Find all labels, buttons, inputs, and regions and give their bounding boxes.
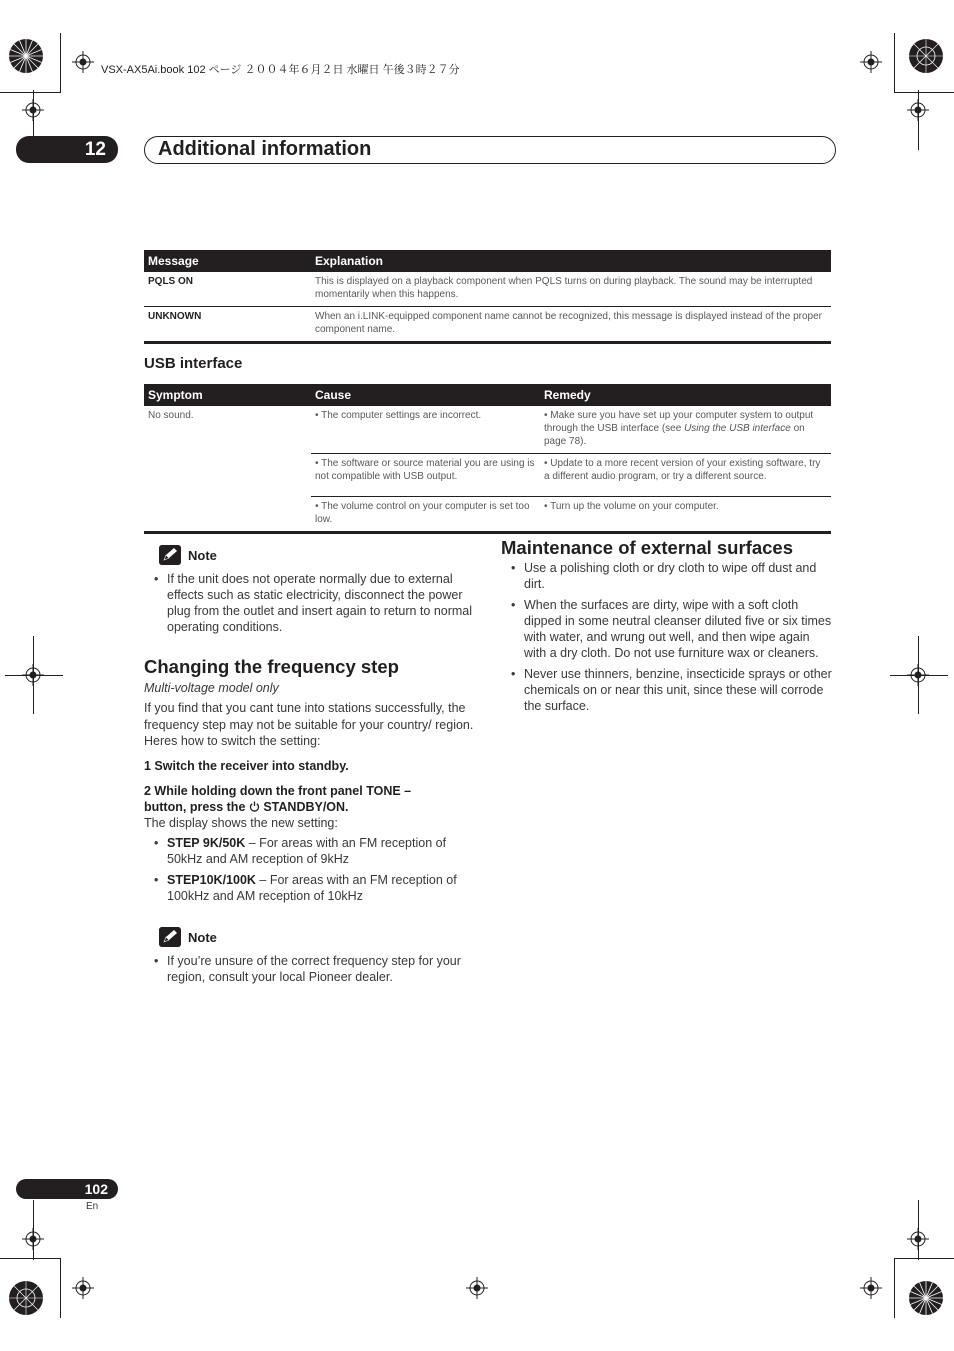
- explanation-cell: When an i.LINK-equipped component name cannot be recognized, this message is displayed instead of the proper component name.: [315, 311, 822, 335]
- list-item: • When the surfaces are dirty, wipe with a soft cloth dipped in some neutral cleanser diluted five or six times with water, and wrung out well, and then wipe again with a dry cloth. Do not use furniture wax or cleaners.: [501, 597, 835, 661]
- section-heading: Changing the frequency step: [144, 656, 399, 677]
- note-label: Note: [188, 548, 217, 563]
- list-item: • Never use thinners, benzine, insecticide sprays or other chemicals on or near this unit, since these will corrode the surface.: [501, 666, 835, 714]
- note-list: [144, 953, 480, 990]
- option-label: STEP10K/100K: [167, 873, 256, 887]
- step-1: 1 Switch the receiver into standby.: [144, 759, 349, 773]
- registration-target-icon: [22, 664, 44, 686]
- table-row: [144, 272, 831, 307]
- column-header: Explanation: [311, 250, 831, 272]
- column-header: Symptom: [144, 384, 311, 406]
- chapter-number: 12: [16, 136, 118, 163]
- display-text: The display shows the new setting:: [144, 816, 338, 830]
- step-2-line: [144, 799, 484, 815]
- language-code: En: [86, 1201, 99, 1212]
- message-table: [144, 250, 831, 344]
- frequency-options-list: [144, 835, 480, 909]
- registration-target-icon: [907, 664, 929, 686]
- list-item: [144, 835, 480, 867]
- message-cell: UNKNOWN: [148, 311, 202, 322]
- step-2-text: STANDBY/ON.: [259, 800, 349, 814]
- cause-cell: • The computer settings are incorrect.: [315, 410, 482, 421]
- option-label: STEP 9K/50K: [167, 836, 246, 850]
- note-list: [144, 571, 480, 640]
- sunburst-mark-icon: [908, 38, 944, 74]
- sunburst-mark-icon: [908, 1280, 944, 1316]
- remedy-cell: • Update to a more recent version of your existing software, try a different audio program, or try a different source.: [540, 454, 831, 497]
- column-header: Cause: [311, 384, 540, 406]
- section-heading: Maintenance of external surfaces: [501, 537, 793, 558]
- note-label: Note: [188, 930, 217, 945]
- intro-paragraph: If you find that you cant tune into stations successfully, the frequency step may not be suitable for your country/ region. Heres how to switch the setting:: [144, 701, 474, 748]
- registration-target-icon: [860, 51, 882, 73]
- step-2-text: button, press the: [144, 800, 249, 814]
- remedy-text: • Make sure you have set up your computer system to output through the USB interface (see: [544, 410, 814, 434]
- list-item: • If the unit does not operate normally due to external effects such as static electricity, disconnect the power plug from the outlet and insert again to return to normal operating conditions.: [144, 571, 480, 635]
- remedy-text: on page 78).: [544, 423, 805, 447]
- column-header: Remedy: [540, 384, 831, 406]
- cross-reference: Using the USB interface: [684, 423, 791, 434]
- section-subtitle: Multi-voltage model only: [144, 681, 279, 695]
- power-standby-icon: [249, 801, 260, 812]
- sunburst-mark-icon: [8, 1280, 44, 1316]
- note-pencil-icon: [159, 927, 181, 947]
- page-number: 102: [16, 1179, 118, 1199]
- remedy-cell: [540, 406, 831, 454]
- maintenance-list: [501, 560, 835, 719]
- cause-cell: • The volume control on your computer is set too low.: [311, 497, 540, 533]
- registration-target-icon: [22, 1228, 44, 1250]
- table-row: [144, 307, 831, 343]
- sunburst-mark-icon: [8, 38, 44, 74]
- message-cell: PQLS ON: [144, 272, 311, 307]
- step-2-line: 2 While holding down the front panel TONE –: [144, 784, 412, 798]
- usb-troubleshooting-table: [144, 384, 831, 534]
- registration-target-icon: [72, 51, 94, 73]
- registration-target-icon: [907, 1228, 929, 1250]
- explanation-cell: This is displayed on a playback component when PQLS turns on during playback. The sound may be interrupted momentarily when this happens.: [311, 272, 831, 307]
- list-item: • If you’re unsure of the correct frequency step for your region, consult your local Pioneer dealer.: [144, 953, 480, 985]
- registration-target-icon: [72, 1277, 94, 1299]
- list-item: [144, 872, 480, 904]
- step-2: [144, 783, 484, 815]
- registration-target-icon: [22, 99, 44, 121]
- option-text: – For areas with an FM reception of 100kHz and AM reception of 10kHz: [167, 873, 457, 903]
- symptom-cell: No sound.: [148, 410, 194, 421]
- cause-cell: • The software or source material you are using is not compatible with USB output.: [311, 454, 540, 497]
- chapter-title: Additional information: [158, 138, 372, 160]
- registration-target-icon: [466, 1277, 488, 1299]
- note-pencil-icon: [159, 545, 181, 565]
- remedy-cell: • Turn up the volume on your computer.: [540, 497, 831, 533]
- option-text: – For areas with an FM reception of 50kHz and AM reception of 9kHz: [167, 836, 447, 866]
- registration-target-icon: [860, 1277, 882, 1299]
- file-header: VSX-AX5Ai.book 102 ページ ２００４年６月２日 水曜日 午後３時２７分: [101, 64, 460, 76]
- list-item: • Use a polishing cloth or dry cloth to wipe off dust and dirt.: [501, 560, 835, 592]
- column-header: Message: [144, 250, 311, 272]
- registration-target-icon: [907, 99, 929, 121]
- section-heading: USB interface: [144, 355, 243, 372]
- table-row: [144, 406, 831, 454]
